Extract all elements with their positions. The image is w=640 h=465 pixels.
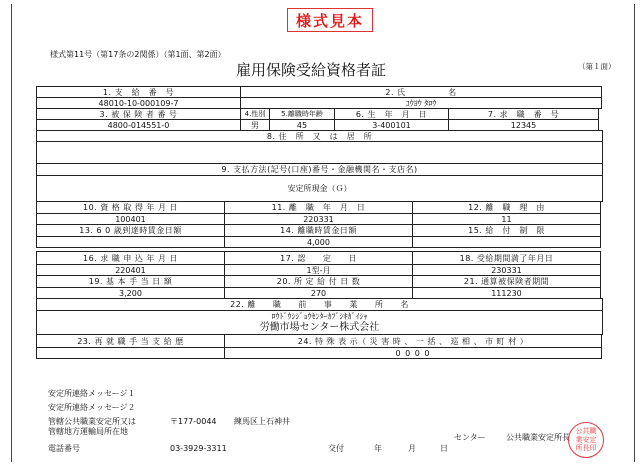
office-address-label-1: 管轄公共職業安定所又は xyxy=(48,417,136,426)
value-birth-date: 3-400101 xyxy=(334,119,449,131)
sample-stamp-text: 様式見本 xyxy=(295,11,364,30)
official-seal xyxy=(568,422,604,458)
label-wage-at-60: 13. 6 0 歳到達時賃金日額 xyxy=(36,224,225,237)
value-address xyxy=(36,141,603,164)
label-address: 8. 住 所 又 は 居 所 xyxy=(36,130,603,142)
value-sex: 男 xyxy=(240,119,270,131)
value-certification-day: 1型-月 xyxy=(224,264,413,276)
value-age-at-separation: 45 xyxy=(269,119,335,131)
label-job-search-number: 7. 求 職 番 号 xyxy=(448,108,599,120)
issued-label: 交付 xyxy=(328,444,344,453)
label-insured-period: 21. 通算被保険者期間 xyxy=(412,275,601,288)
value-wage-at-separation: 4,000 xyxy=(224,236,413,248)
value-insured-number: 4800-014551-0 xyxy=(36,119,241,131)
phone-label: 電話番号 xyxy=(48,444,80,453)
postal-code: 〒177-0044 xyxy=(170,417,217,426)
sample-stamp xyxy=(287,8,373,32)
issued-year: 年 xyxy=(374,444,382,453)
office-message-1: 安定所連絡メッセージ１ xyxy=(48,389,136,398)
employer-name: 労働市場センター株式会社 xyxy=(259,322,380,333)
value-application-date: 220401 xyxy=(36,264,225,276)
label-birth-date: 6. 生 年 月 日 xyxy=(334,108,449,120)
value-wage-at-60 xyxy=(36,236,225,248)
value-previous-employer xyxy=(36,310,603,335)
value-special-indication: 0 0 0 0 xyxy=(224,347,602,359)
label-separation-date: 11. 離 職 年 月 日 xyxy=(224,201,413,214)
value-separation-date: 220331 xyxy=(224,213,413,225)
phone-number: 03-3929-3311 xyxy=(170,444,227,453)
value-benefit-period-end: 230331 xyxy=(412,264,601,276)
form-code: 様式第11号（第17条の2関係）（第1面、第2面） xyxy=(50,50,226,59)
label-payment-number: 1. 支 給 番 号 xyxy=(36,86,241,98)
value-payment-method: 安定所現金（Ｇ） xyxy=(36,175,603,202)
value-separation-reason: 11 xyxy=(412,213,601,225)
value-daily-allowance: 3,200 xyxy=(36,287,225,299)
label-wage-at-separation: 14. 離職時賃金日額 xyxy=(224,224,413,237)
label-application-date: 16. 求 職 申 込 年 月 日 xyxy=(36,251,225,265)
label-special-indication: 24. 特 殊 表 示（ 災 害 時 、 一 括 、 巡 相 、 市 町 村 ） xyxy=(224,334,602,348)
office-chief-label: 公共職業安定所長 xyxy=(506,433,570,442)
seal-line-1: 公共職 xyxy=(575,427,597,436)
value-insured-period: 111230 xyxy=(412,287,601,299)
value-benefit-restriction xyxy=(412,236,601,248)
label-daily-allowance: 19. 基 本 手 当 日 額 xyxy=(36,275,225,288)
value-payment-number: 48010-10-000109-7 xyxy=(36,97,241,109)
issued-month: 月 xyxy=(408,444,416,453)
label-insured-number: 3. 被 保 険 者 番 号 xyxy=(36,108,241,120)
value-name: ｺｳﾖｳ ﾀﾛｳ xyxy=(240,97,602,109)
value-reemployment-history xyxy=(36,347,225,359)
value-benefit-days: 270 xyxy=(224,287,413,299)
seal-line-3: 所長印 xyxy=(575,444,597,453)
label-name: 2. 氏 名 xyxy=(240,86,602,98)
label-sex: 4.性別 xyxy=(240,108,270,120)
center-label: センター xyxy=(454,433,486,442)
page-label: （第１面） xyxy=(578,62,616,71)
label-qualification-date: 10. 資 格 取 得 年 月 日 xyxy=(36,201,225,214)
office-message-2: 安定所連絡メッセージ２ xyxy=(48,403,136,412)
seal-line-2: 業安定 xyxy=(575,435,597,444)
office-address-label-2: 管轄地方運輸局所在地 xyxy=(48,427,128,436)
label-benefit-restriction: 15. 給 付 制 限 xyxy=(412,224,601,237)
label-separation-reason: 12. 離 職 理 由 xyxy=(412,201,601,214)
employer-kana: ﾛｳﾄﾞｳｼｼﾞｮｳｾﾝﾀｰｶﾌﾞｼｷｶﾞｲｼｬ xyxy=(271,312,368,321)
label-reemployment-history: 23. 再 就 職 手 当 支 給 歴 xyxy=(36,334,225,348)
value-job-search-number: 12345 xyxy=(448,119,599,131)
label-previous-employer: 22. 離 職 前 事 業 所 名 xyxy=(36,298,603,311)
issued-day: 日 xyxy=(440,444,448,453)
certificate-grid xyxy=(36,86,602,358)
label-benefit-period-end: 18. 受給期間満了年月日 xyxy=(412,251,601,265)
label-age-at-separation: 5.離職時年齢 xyxy=(269,108,335,120)
office-address: 練馬区上石神井 xyxy=(234,417,290,426)
value-qualification-date: 100401 xyxy=(36,213,225,225)
label-certification-day: 17. 認 定 日 xyxy=(224,251,413,265)
label-payment-method: 9. 支払方法(記号(口座)番号・金融機関名・支店名) xyxy=(36,163,603,176)
label-benefit-days: 20. 所 定 給 付 日 数 xyxy=(224,275,413,288)
page-title: 雇用保険受給資格者証 xyxy=(236,61,387,79)
